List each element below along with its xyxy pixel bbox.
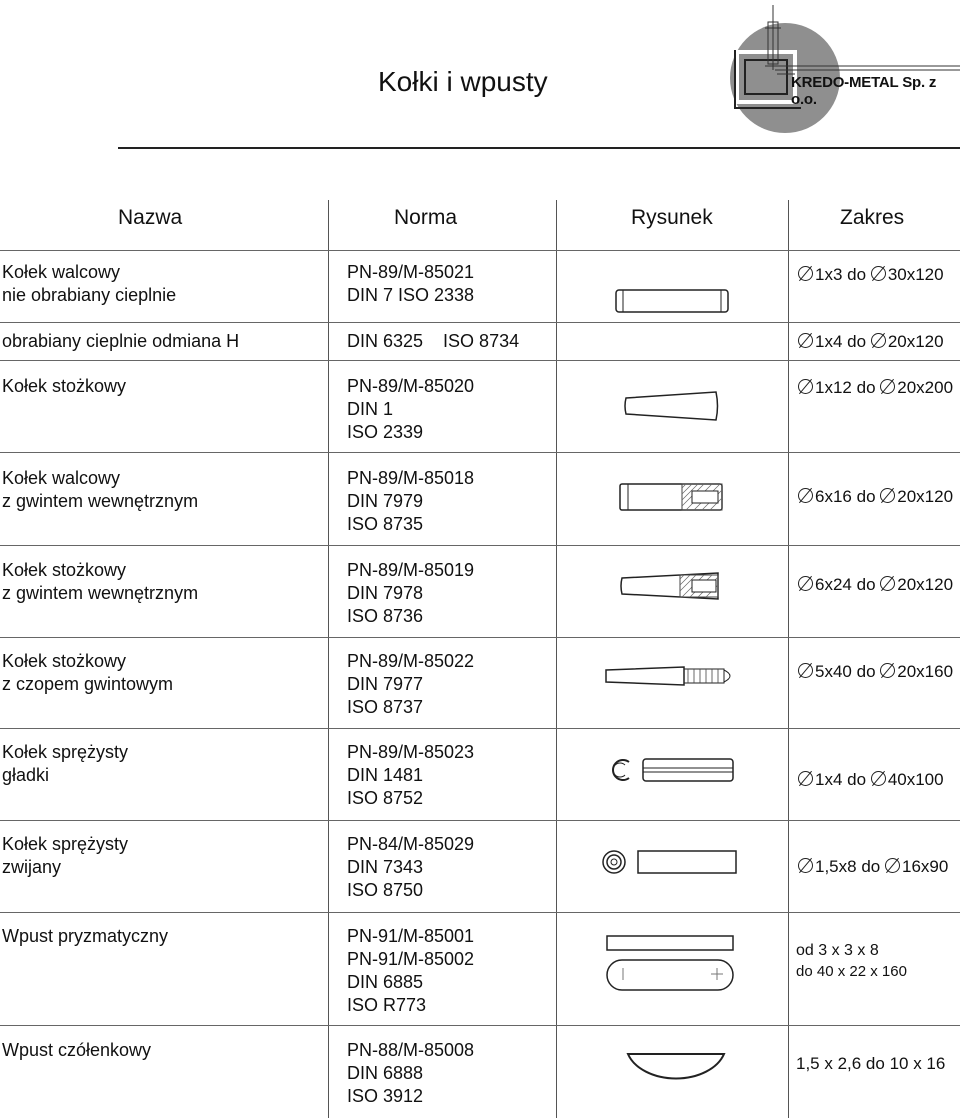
row-norm: PN-89/M-85023 DIN 1481 ISO 8752 [347,742,475,808]
diameter-icon [880,379,895,394]
column-divider [556,200,557,1118]
row-divider [0,912,960,913]
row-name: Wpust czółenkowy [2,1040,152,1060]
threaded-cylindrical-pin-drawing [616,480,726,514]
diameter-icon [798,266,813,281]
diameter-icon [880,576,895,591]
company-logo [715,0,960,135]
row-norm: PN-91/M-85001 PN-91/M-85002 DIN 6885 ISO R773 [347,926,475,1015]
header-norm: Norma [394,206,458,229]
row-name: Kołek walcowy z gwintem wewnętrznym [2,468,199,511]
row-name: Kołek walcowy nie obrabiany cieplnie [2,262,177,305]
parallel-key-drawing [603,934,739,994]
row-range: 1,5 x 2,6 do 10 x 16 [796,1054,946,1073]
company-name: KREDO-METAL Sp. z o.o. [791,74,937,108]
row-name: obrabiany cieplnie odmiana H [2,331,240,351]
diameter-icon [880,663,895,678]
row-divider [0,452,960,453]
row-range: od 3 x 3 x 8 do 40 x 22 x 160 [796,942,907,980]
row-name: Kołek sprężysty zwijany [2,834,129,877]
diameter-icon [798,333,813,348]
row-name: Wpust pryzmatyczny [2,926,169,946]
row-name: Kołek sprężysty gładki [2,742,129,785]
row-range: 1x3 do 30x120 [798,265,944,285]
header-drawing: Rysunek [631,206,713,229]
taper-pin-threaded-stud-drawing [604,664,740,688]
row-norm: PN-89/M-85022 DIN 7977 ISO 8737 [347,651,475,717]
diameter-icon [885,858,900,873]
diameter-icon [871,333,886,348]
header-range: Zakres [840,206,905,229]
row-norm: PN-88/M-85008 DIN 6888 ISO 3912 [347,1040,475,1106]
row-divider [0,545,960,546]
row-norm: PN-89/M-85019 DIN 7978 ISO 8736 [347,560,475,626]
row-range: 1x12 do 20x200 [798,378,953,398]
diameter-icon [798,663,813,678]
page-title: Kołki i wpusty [378,66,548,97]
row-divider [0,728,960,729]
row-norm: PN-89/M-85020 DIN 1 ISO 2339 [347,376,475,442]
row-name: Kołek stożkowy z czopem gwintowym [2,651,174,694]
diameter-icon [798,771,813,786]
column-divider [788,200,789,1118]
row-range: 1x4 do 40x100 [798,770,944,790]
column-divider [328,200,329,1118]
row-norm: PN-89/M-85018 DIN 7979 ISO 8735 [347,468,475,534]
row-range: 6x24 do 20x120 [798,575,953,595]
row-range: 1x4 do 20x120 [798,332,944,352]
title-rule [118,147,960,149]
row-divider [0,1025,960,1026]
row-norm: PN-89/M-85021 DIN 7 ISO 2338 [347,262,475,305]
row-norm: DIN 6325 ISO 8734 [347,331,520,351]
header-name: Nazwa [118,206,183,229]
taper-pin-drawing [622,388,722,424]
diameter-icon [880,488,895,503]
spring-pin-drawing [603,755,737,785]
diameter-icon [871,266,886,281]
row-range: 6x16 do 20x120 [798,487,953,507]
row-divider [0,322,960,323]
row-norm: PN-84/M-85029 DIN 7343 ISO 8750 [347,834,475,900]
row-divider [0,250,960,251]
row-name: Kołek stożkowy z gwintem wewnętrznym [2,560,199,603]
woodruff-key-drawing [624,1050,728,1090]
row-name: Kołek stożkowy [2,376,127,396]
row-divider [0,360,960,361]
diameter-icon [798,488,813,503]
coiled-spring-pin-drawing [600,847,740,877]
row-divider [0,820,960,821]
row-divider [0,637,960,638]
diameter-icon [798,858,813,873]
diameter-icon [798,379,813,394]
threaded-taper-pin-drawing [618,569,724,603]
cylindrical-pin-drawing [612,286,732,316]
diameter-icon [871,771,886,786]
row-range: 5x40 do 20x160 [798,662,953,682]
row-range: 1,5x8 do 16x90 [798,857,948,877]
diameter-icon [798,576,813,591]
